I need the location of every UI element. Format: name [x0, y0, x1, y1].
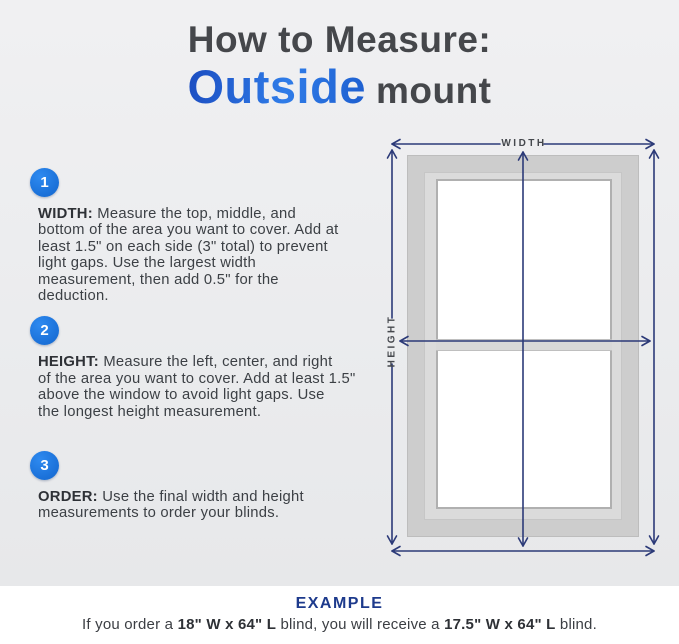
steps-list	[28, 168, 386, 522]
arrowhead-right-icon	[646, 140, 654, 149]
step-number-badge: 1	[30, 168, 59, 197]
example-bold-value: 18" W x 64" L	[177, 616, 277, 633]
step-number-badge: 3	[30, 451, 59, 480]
step-label: WIDTH:	[38, 206, 98, 222]
step-text-line: WIDTH: Measure the top, middle, and	[38, 206, 296, 222]
step-label: HEIGHT:	[38, 354, 104, 371]
arrowhead-left-icon	[392, 140, 400, 149]
arrowhead-right-icon	[642, 337, 650, 346]
title-line-1: How to Measure:	[187, 19, 492, 60]
example-section	[0, 586, 679, 644]
arrowhead-down-icon	[519, 538, 528, 546]
step-text-line: measurements to order your blinds.	[38, 505, 280, 522]
window-pane	[436, 179, 612, 509]
arrowhead-right-icon	[646, 547, 654, 556]
step-text-line: ORDER: Use the final width and height	[38, 489, 304, 506]
example-bold-value: 17.5" W x 64" L	[444, 616, 556, 633]
example-sentence	[0, 616, 679, 633]
arrowhead-left-icon	[392, 547, 400, 556]
step-2	[28, 316, 386, 420]
window-measure-diagram	[370, 130, 670, 592]
height-label: HEIGHT	[386, 314, 398, 368]
title-line-2	[0, 59, 679, 113]
step-text-line: measurement, then add 0.5" for the	[38, 271, 279, 288]
step-1	[28, 168, 386, 304]
example-text-segment: blind.	[555, 616, 597, 633]
step-number-badge: 2	[30, 316, 59, 345]
width-label: WIDTH	[501, 138, 547, 149]
example-text-segment: blind, you will receive a	[276, 616, 445, 633]
arrowhead-up-icon	[650, 150, 659, 158]
page-title	[0, 20, 679, 113]
example-text-segment: If you order a	[82, 616, 178, 633]
step-text-line: above the window to avoid light gaps. Use	[38, 387, 325, 404]
step-3	[28, 451, 386, 522]
window-middle-rail	[436, 339, 612, 351]
title-mount-word: mount	[375, 69, 492, 111]
step-text-line: of the area you want to cover. Add at least 1.5"	[38, 370, 356, 387]
arrowhead-up-icon	[388, 150, 397, 158]
step-text-line: least 1.5" on each side (3" total) to prevent	[38, 238, 328, 255]
example-heading: EXAMPLE	[295, 595, 384, 612]
step-text-line: deduction.	[38, 288, 109, 305]
step-text-line: the longest height measurement.	[38, 403, 262, 420]
step-text-line: bottom of the area you want to cover. Add at	[38, 222, 339, 239]
title-mount-type: Outside	[187, 59, 366, 113]
step-text-line: HEIGHT: Measure the left, center, and right	[38, 354, 333, 371]
arrowhead-down-icon	[650, 536, 659, 544]
step-text-line: light gaps. Use the largest width	[38, 255, 256, 272]
arrowhead-down-icon	[388, 536, 397, 544]
step-text	[38, 489, 386, 522]
step-label: ORDER:	[38, 489, 103, 506]
step-text	[38, 206, 386, 304]
step-text	[38, 354, 386, 420]
window-outer-frame	[407, 155, 639, 537]
